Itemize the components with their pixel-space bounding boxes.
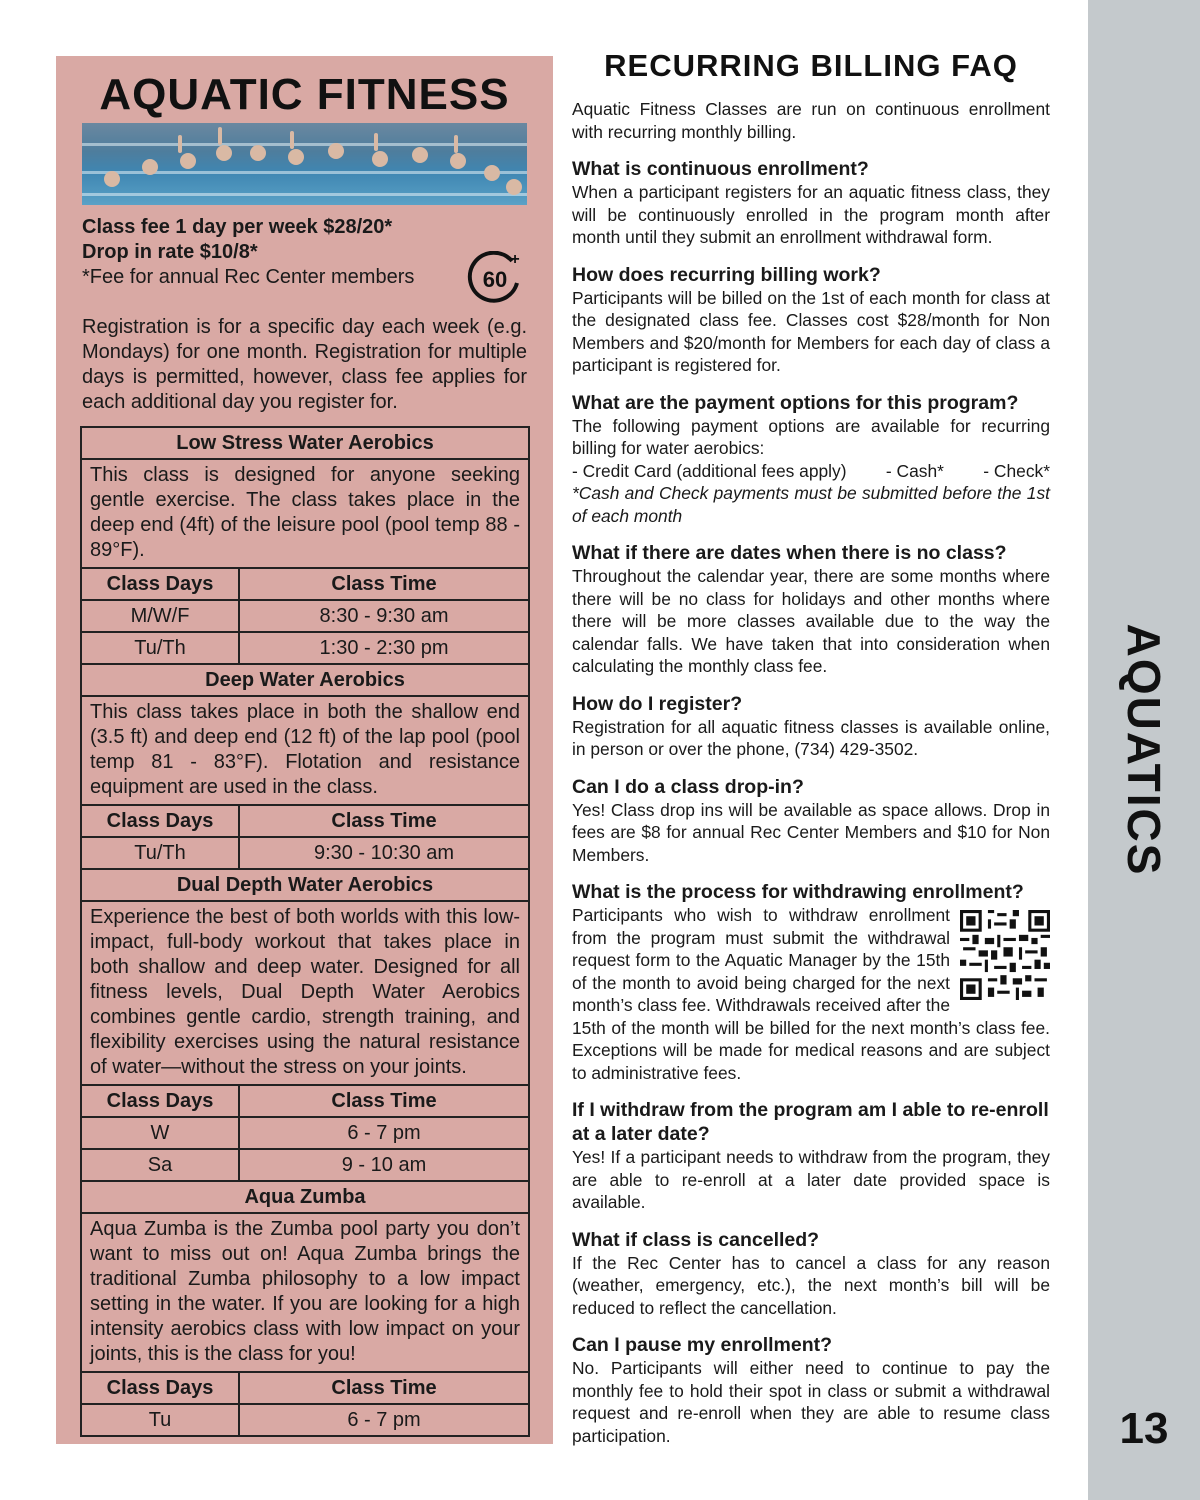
class-days: Tu [82,1405,240,1435]
faq-answer: No. Participants will either need to continue to pay the monthly fee to hold their spot in class or submit a withdrawal request and re-enroll when they are able to resume class participation. [572,1358,1050,1446]
faq-question: What is the process for withdrawing enrollment? [572,881,1024,903]
payment-options [572,460,1050,483]
col-time: Class Time [331,810,437,832]
class-block [82,1182,528,1435]
col-days: Class Days [82,1373,240,1403]
faq-question: If I withdraw from the program am I able to re-enroll at a later date? [572,1099,1049,1145]
faq-item [572,263,1050,377]
section-label [1088,623,1200,877]
faq-item [572,391,1050,528]
schedule-header [82,806,528,838]
col-time: Class Time [331,1377,437,1399]
class-description: This class is designed for anyone seeking gentle exercise. The class takes place in the deep end (4ft) of the leisure pool (pool temp 88 - 89°F). [82,460,528,569]
page-number: 13 [1119,1404,1169,1453]
class-description: Aqua Zumba is the Zumba pool party you don’t want to miss out on! Aqua Zumba brings the traditional Zumba philosophy to a low impact setting in the water. If you are looking for a high intensity aerobics class with low impact on your joints, this is the class for you! [82,1214,528,1373]
faq-item [572,1228,1050,1320]
fee-info [82,215,527,290]
faq-answer: If the Rec Center has to cancel a class for any reason (weather, emergency, etc.), the next month’s bill will be reduced to reflect the cancellation. [572,1252,1050,1318]
faq-answer: Yes! If a participant needs to withdraw from the program, they are able to re-enroll at a later date provided space is available. [572,1147,1050,1212]
payment-note: *Cash and Check payments must be submitted before the 1st of each month [572,483,1050,526]
schedule-header [82,569,528,601]
col-days: Class Days [82,569,240,599]
faq-item [572,1333,1050,1447]
aquatic-fitness-panel [56,56,553,1444]
class-time: 6 - 7 pm [347,1409,421,1431]
class-days: Tu/Th [82,633,240,663]
col-time: Class Time [331,1090,437,1112]
faq-item [572,880,1050,1084]
faq-answer: Participants who wish to withdraw enrollment from the program must submit the withdrawal request form to the Aquatic Manager by the 15th of the month to avoid being charged for the next month’s class fee. Withdrawals received after the 15th of the month will be billed for the next month’s class fee. Exceptions will be made for medical reasons and are subject to administrative fees. [572,905,1050,1083]
sixty-plus-badge-icon [465,251,525,303]
faq-question: What is continuous enrollment? [572,158,869,180]
class-description: This class takes place in both the shallow end (3.5 ft) and deep end (12 ft) of the lap pool (pool temp 81 - 83°F). Flotation and resistance equipment are used in the class. [82,697,528,806]
faq-item [572,775,1050,867]
qr-code-icon[interactable] [960,910,1050,1000]
schedule-row [82,601,528,633]
faq-question: What if there are dates when there is no class? [572,542,1007,564]
faq-item [572,541,1050,678]
faq-answer: Registration for all aquatic fitness classes is available online, in person or over the phone, (734) 429-3502. [572,716,1050,759]
class-name: Dual Depth Water Aerobics [82,870,528,902]
badge-number: 60 [482,267,508,292]
fee-line-1: Class fee 1 day per week $28/20* [82,216,393,238]
schedule-header [82,1373,528,1405]
panel-title: AQUATIC FITNESS [99,70,510,119]
faq-answer: When a participant registers for an aquatic fitness class, they will be continuously enrolled in the program month after month until they submit an enrollment withdrawal form. [572,182,1050,247]
class-block [82,428,528,665]
schedule-row [82,633,528,663]
class-block [82,870,528,1182]
faq-question: What if class is cancelled? [572,1228,820,1251]
faq-question: Can I do a class drop-in? [572,775,804,798]
faq-question: How do I register? [572,692,743,715]
class-days: Sa [82,1150,240,1180]
class-time: 6 - 7 pm [347,1122,421,1144]
class-description: Experience the best of both worlds with this low-impact, full-body workout that takes place in both shallow and deep water. Designed for all fitness levels, Dual Depth Water Aerobics combines gentle cardio, strength training, and flexibility exercises using the natural resistance of water—without the stress on your joints. [82,902,528,1086]
class-name: Deep Water Aerobics [82,665,528,697]
class-block [82,665,528,870]
faq-answer: The following payment options are available for recurring billing for water aerobics: [572,415,1050,458]
faq-question: Can I pause my enrollment? [572,1334,833,1356]
class-time: 8:30 - 9:30 am [319,605,449,627]
faq-item [572,1098,1050,1214]
class-name: Low Stress Water Aerobics [82,428,528,460]
faq-question: What are the payment options for this program? [572,391,1019,414]
fee-note: *Fee for annual Rec Center members [82,266,415,288]
faq-answer: Yes! Class drop ins will be available as space allows. Drop in fees are $8 for annual Rec Center Members and $10 for Non Members. [572,799,1050,865]
faq-item [572,157,1050,249]
col-time: Class Time [331,573,437,595]
class-days: Tu/Th [82,838,240,868]
class-days: M/W/F [82,601,240,631]
schedule-row [82,1150,528,1180]
faq-question: How does recurring billing work? [572,263,881,286]
faq-item [572,692,1050,761]
section-label-text: AQUATICS [1118,623,1170,877]
pool-photo [82,123,527,205]
faq-intro: Aquatic Fitness Classes are run on continuous enrollment with recurring monthly billing. [572,99,1050,142]
fee-line-2: Drop in rate $10/8* [82,241,258,263]
class-time: 1:30 - 2:30 pm [319,637,449,659]
schedule-row [82,838,528,868]
payment-option-cash: - Cash* [885,460,944,481]
schedule-row [82,1118,528,1150]
class-time: 9 - 10 am [341,1154,427,1176]
faq-answer: Throughout the calendar year, there are some months where there will be no class for holidays and other months where there will be more classes available due to the way the calendar falls. We have taken that into consideration when calculating the monthly class fee. [572,566,1050,676]
schedule-row [82,1405,528,1435]
col-days: Class Days [82,806,240,836]
schedule-header [82,1086,528,1118]
col-days: Class Days [82,1086,240,1116]
class-time: 9:30 - 10:30 am [313,842,455,864]
class-days: W [82,1118,240,1148]
registration-text: Registration is for a specific day each week (e.g. Mondays) for one month. Registration for multiple days is permitted, however, class fee applies for each additional day you register for. [82,316,527,413]
faq-title: RECURRING BILLING FAQ [604,48,1018,83]
badge-plus: + [510,251,520,268]
panel-title-wrap [56,70,553,120]
payment-option-check: - Check* [983,460,1050,481]
payment-option-credit: - Credit Card (additional fees apply) [572,460,847,481]
faq-answer: Participants will be billed on the 1st of each month for class at the designated class fee. Classes cost $28/month for Non Members and $20/month for Members for each day of class a participant is registered for. [572,287,1050,375]
class-name: Aqua Zumba [82,1182,528,1214]
class-schedule-table [80,426,530,1437]
faq-column [572,98,1050,1461]
